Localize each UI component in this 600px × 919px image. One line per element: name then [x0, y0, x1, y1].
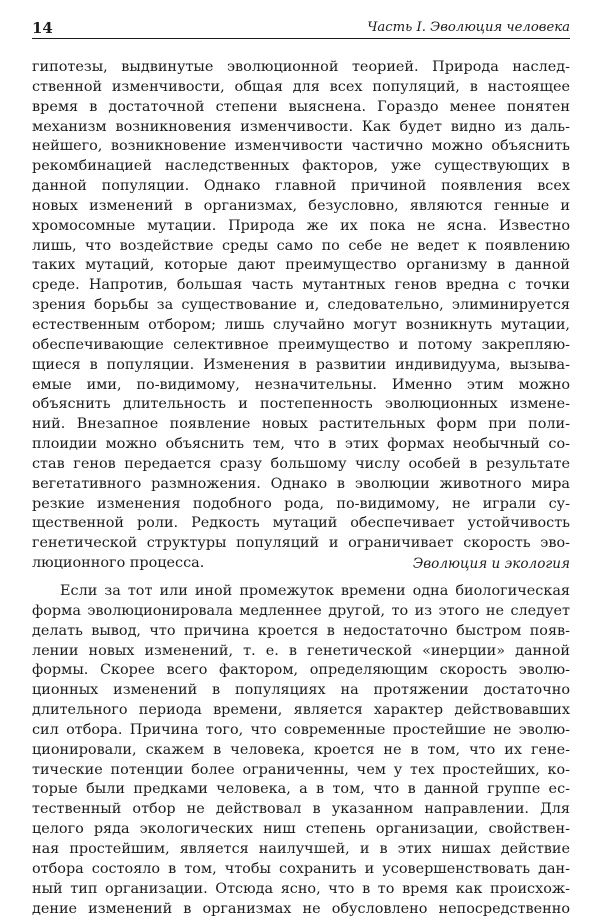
text-line: лении новых изменений, т. е. в генетической «инерции» данной: [32, 642, 570, 662]
page-number: 14: [32, 18, 53, 38]
text-line: щественной роли. Редкость мутаций обеспечивает устойчивость: [32, 514, 570, 534]
paragraph-1: [32, 58, 570, 574]
text-line: лишь, что воздействие среды само по себе не ведет к появлению: [32, 237, 570, 257]
text-line: став генов передается сразу большому числу особей в результате: [32, 455, 570, 475]
text-line: время в достаточной степени выяснена. Гораздо менее понятен: [32, 98, 570, 118]
text-line: ционных изменений в популяциях на протяжении достаточно: [32, 681, 570, 701]
text-line: ная простейшим, является наилучшей, и в этих нишах действие: [32, 840, 570, 860]
running-header: [32, 16, 570, 39]
text-line: формы. Скорее всего фактором, определяющим скорость эволю-: [32, 661, 570, 681]
text-line: нейшего, возникновение изменчивости частично можно объяснить: [32, 137, 570, 157]
text-line: Если за тот или иной промежуток времени одна биологическая: [32, 582, 570, 602]
book-page: [32, 16, 570, 39]
text-line: отбора состояло в том, чтобы сохранить и усовершенствовать дан-: [32, 860, 570, 880]
text-line: ный тип организации. Отсюда ясно, что в то время как происхож-: [32, 880, 570, 900]
text-line: резкие изменения подобного рода, по-видимому, не играли су-: [32, 495, 570, 515]
text-line: ний. Внезапное появление новых растительных форм при поли-: [32, 415, 570, 435]
text-line: вегетативного размножения. Однако в эволюции животного мира: [32, 475, 570, 495]
text-line: новых изменений в организмах, безусловно, являются генные и: [32, 197, 570, 217]
text-line: тественный отбор не действовал в указанном направлении. Для: [32, 800, 570, 820]
paragraph-2: [32, 582, 570, 919]
text-line: торые были предками человека, а в том, что в данной группе ес-: [32, 780, 570, 800]
text-line: тические потенции более ограниченны, чем у тех простейших, ко-: [32, 761, 570, 781]
text-line: ственной изменчивости, общая для всех популяций, в настоящее: [32, 78, 570, 98]
text-line: обеспечивающие селективное преимущество и потому закрепляю-: [32, 336, 570, 356]
text-line: плоидии можно объяснить тем, что в этих формах необычный со-: [32, 435, 570, 455]
text-line: сил отбора. Причина того, что современные простейшие не эволю-: [32, 721, 570, 741]
text-line: зрения борьбы за существование и, следовательно, элиминируется: [32, 296, 570, 316]
text-line: механизм возникновения изменчивости. Как будет видно из даль-: [32, 118, 570, 138]
text-line: объяснить длительность и постепенность эволюционных измене-: [32, 395, 570, 415]
text-line: рекомбинацией наследственных факторов, уже существующих в: [32, 157, 570, 177]
text-line: генетической структуры популяций и ограничивает скорость эво-: [32, 534, 570, 554]
text-line: данной популяции. Однако главной причиной появления всех: [32, 177, 570, 197]
section-subheading: Эволюция и экология: [413, 554, 570, 574]
text-line: ционировали, скажем в человека, кроется не в том, что их гене-: [32, 741, 570, 761]
text-line: форма эволюционировала медленнее другой, то из этого не следует: [32, 602, 570, 622]
text-line: целого ряда экологических ниш степень организации, свойствен-: [32, 820, 570, 840]
text-line: щиеся в популяции. Изменения в развитии индивидуума, вызыва-: [32, 356, 570, 376]
text-line: емые ими, по-видимому, незначительны. Именно этим можно: [32, 376, 570, 396]
text-line: естественным отбором; лишь случайно могут возникнуть мутации,: [32, 316, 570, 336]
text-line: гипотезы, выдвинутые эволюционной теорией. Природа наслед-: [32, 58, 570, 78]
text-line: делать вывод, что причина кроется в недостаточно быстром появ-: [32, 622, 570, 642]
text-line: среде. Напротив, большая часть мутантных генов вредна с точки: [32, 276, 570, 296]
text-line: люционного процесса.: [32, 554, 570, 574]
chapter-title: Часть I. Эволюция человека: [367, 18, 570, 38]
text-line: таких мутаций, которые дают преимущество организму в данной: [32, 256, 570, 276]
text-line: дение изменений в организмах не обусловлено непосредственно: [32, 900, 570, 919]
text-line: длительного периода времени, является характер действовавших: [32, 701, 570, 721]
text-line: хромосомные мутации. Природа же их пока не ясна. Известно: [32, 217, 570, 237]
